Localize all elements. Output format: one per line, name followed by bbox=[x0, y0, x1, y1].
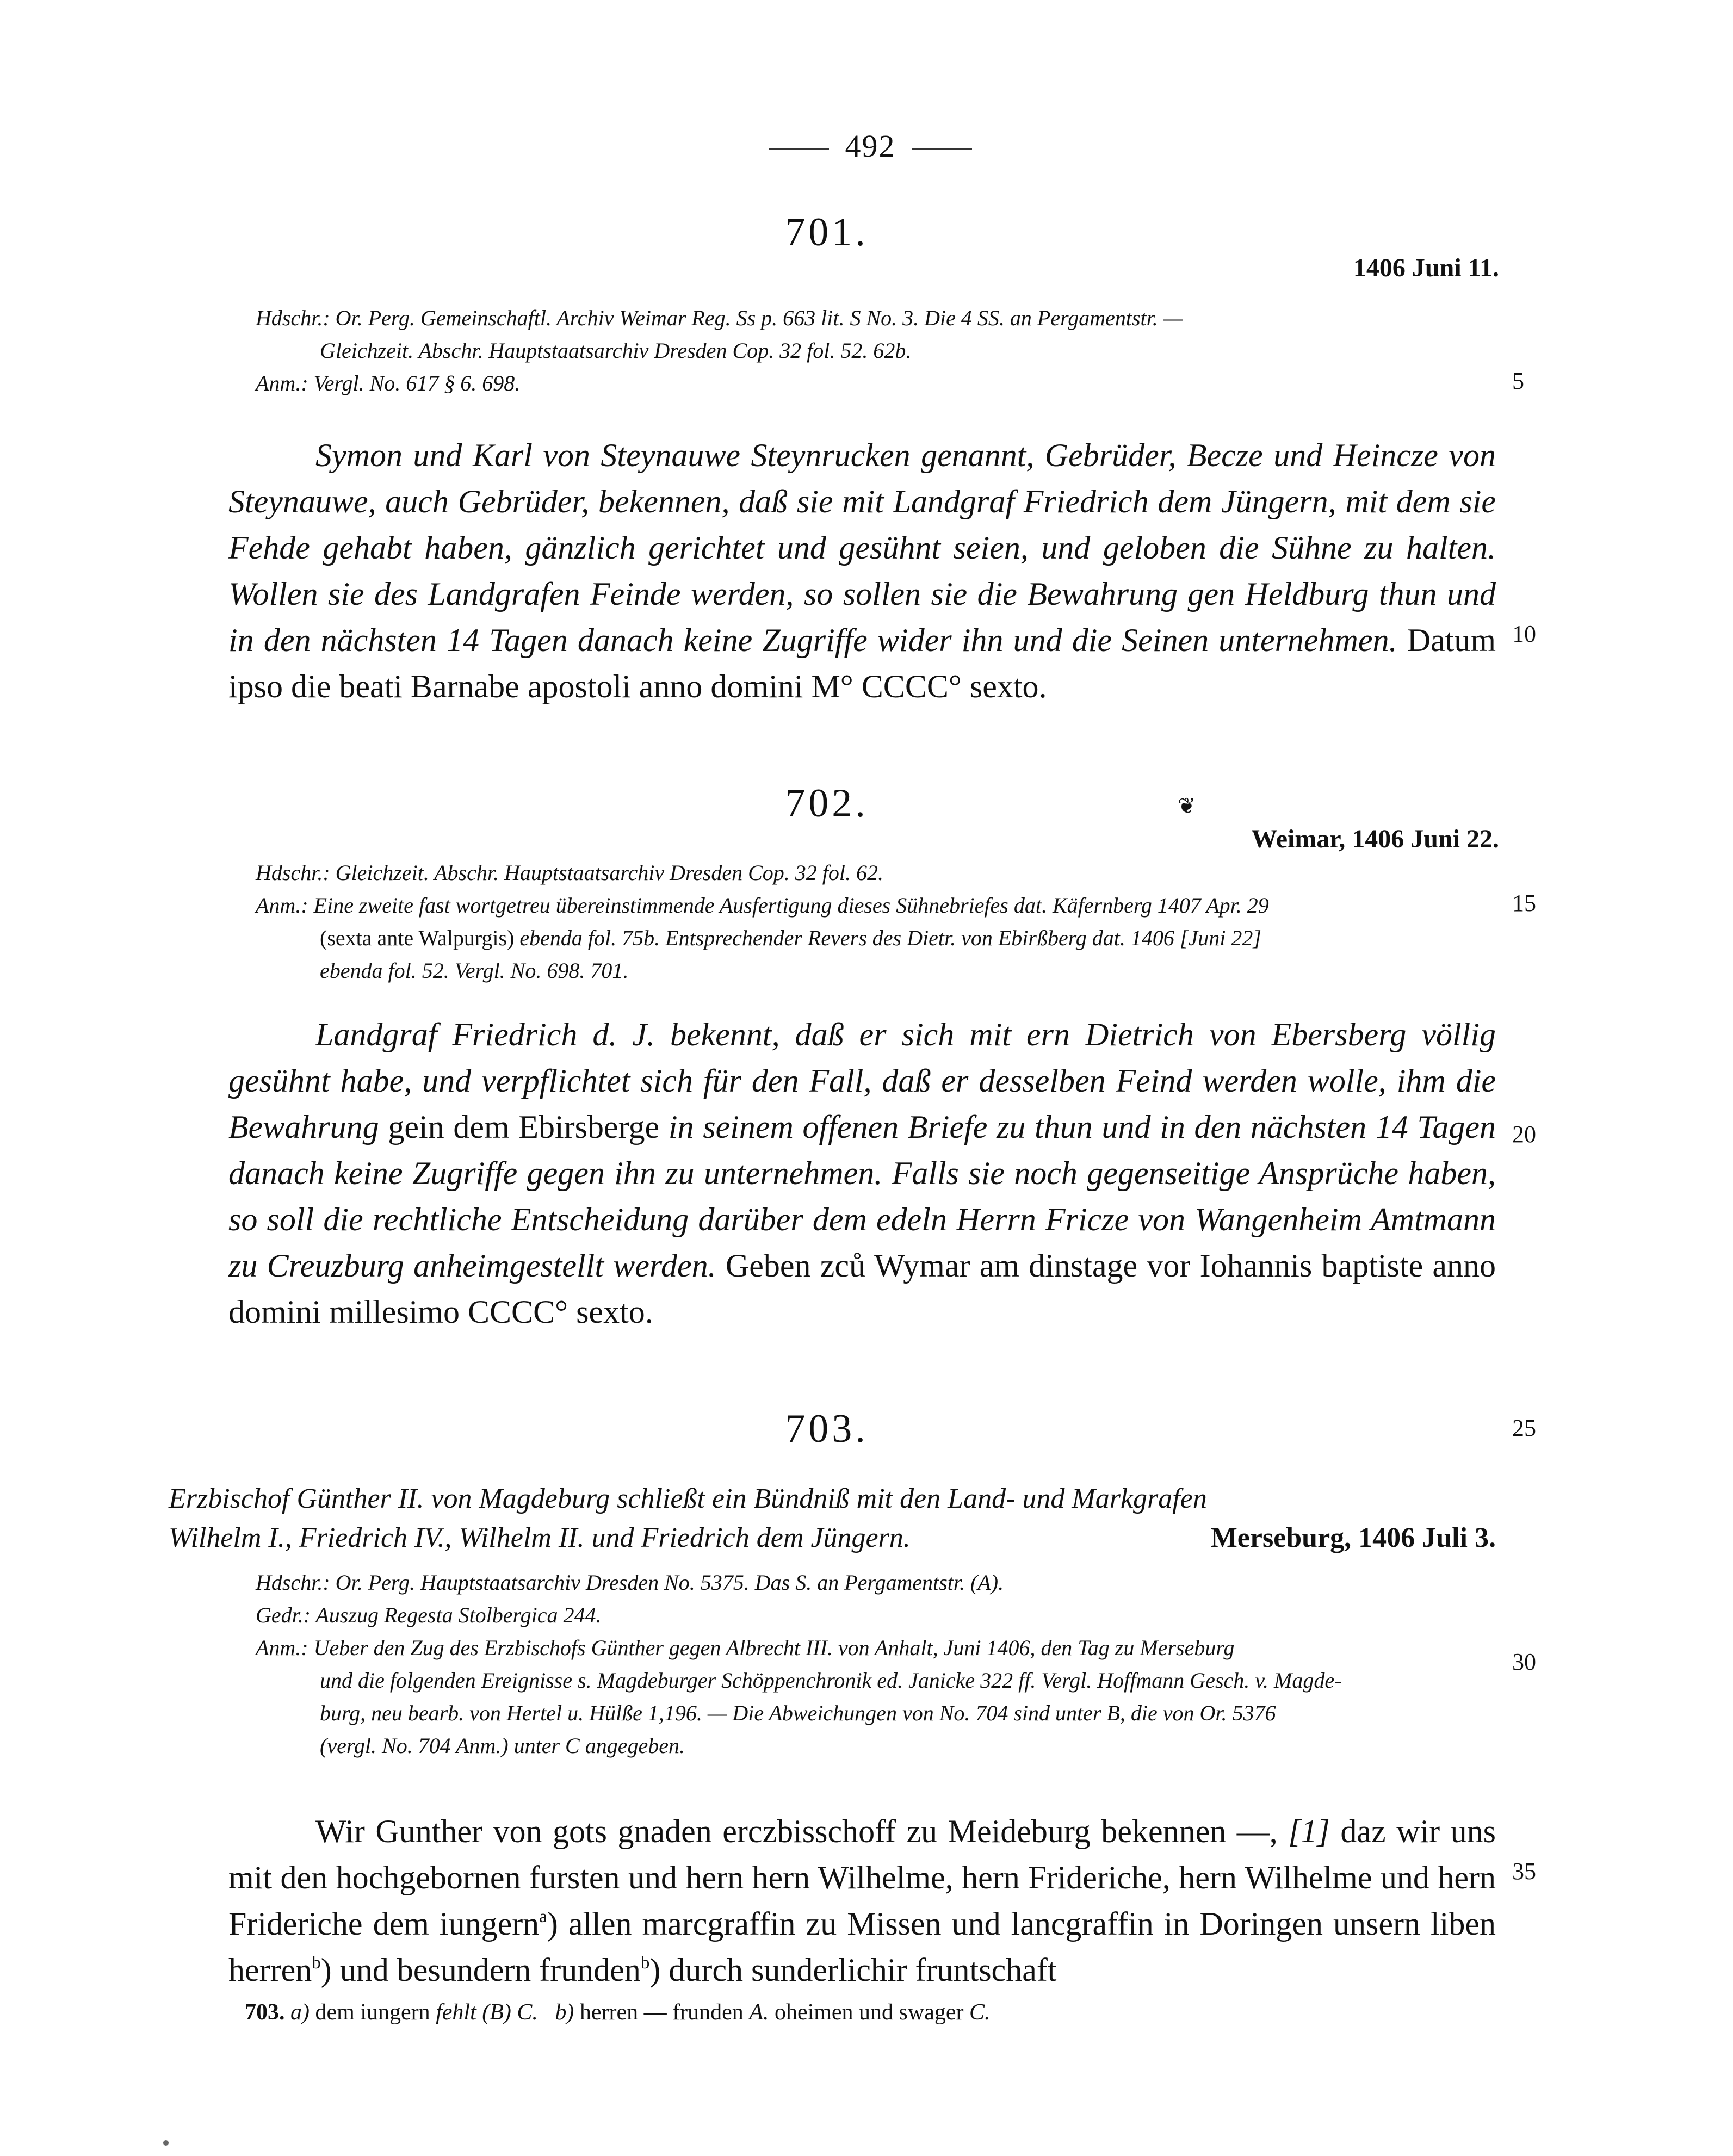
anm-text-cont: und die folgenden Ereignisse s. Magdeburger Schöppenchronik ed. Janicke 322 ff. Vergl. Hoffmann Gesch. v. Magde- bbox=[320, 1668, 1342, 1693]
line-number: 30 bbox=[1512, 1649, 1536, 1675]
divider bbox=[912, 148, 972, 150]
doc-702-number: 702. bbox=[785, 781, 869, 826]
footnote-number: 703. bbox=[245, 2000, 285, 2025]
footnote-ref-a: a bbox=[539, 1906, 547, 1926]
doc-701-body bbox=[228, 432, 1496, 710]
anm-text: Vergl. No. 617 § 6. 698. bbox=[313, 371, 521, 395]
hdschr-text: Or. Perg. Hauptstaatsarchiv Dresden No. 5375. Das S. an Pergamentstr. (A). bbox=[335, 1570, 1004, 1595]
charter-text-cont: ) durch sunderlichir fruntschaft bbox=[649, 1952, 1057, 1988]
gedr-label: Gedr.: bbox=[256, 1603, 311, 1627]
regest-text: Landgraf Friedrich d. J. bekennt, daß er sich mit ern Dietrich von Ebersberg völlig gesühnt habe, und verpflichtet sich für den Fall, daß er desselben Feind werden wolle, ihm die Bewahrung bbox=[228, 1017, 1496, 1145]
line-number: 35 bbox=[1512, 1858, 1536, 1885]
anm-text: Eine zweite fast wortgetreu übereinstimmende Ausfertigung dieses Sühnebriefes dat. Käfernberg 1407 Apr. 29 bbox=[313, 893, 1269, 918]
hdschr-label: Hdschr.: bbox=[256, 306, 330, 330]
anm-label: Anm.: bbox=[256, 1635, 308, 1660]
datum-text: Datum ipso die beati Barnabe apostoli anno domini M° CCCC° sexto. bbox=[228, 622, 1496, 704]
anm-label: Anm.: bbox=[256, 893, 308, 918]
divider bbox=[769, 148, 829, 150]
doc-703-summary bbox=[169, 1479, 1496, 1558]
anm-text: Ueber den Zug des Erzbischofs Günther gegen Albrecht III. von Anhalt, Juni 1406, den Tag zu Merseburg bbox=[313, 1635, 1235, 1660]
scan-speck bbox=[163, 2140, 169, 2146]
ornament-mark: ❦ bbox=[1178, 794, 1196, 818]
charter-text: Wir Gunther von gots gnaden erczbisschoff zu Meideburg bekennen —, bbox=[315, 1813, 1278, 1849]
footnote-text: dem iungern bbox=[315, 2000, 430, 2025]
anm-text-cont: burg, neu bearb. von Hertel u. Hülße 1,196. — Die Abweichungen von No. 704 sind unter B, die von Or. 5376 bbox=[320, 1701, 1276, 1725]
hdschr-text: Gleichzeit. Abschr. Hauptstaatsarchiv Dresden Cop. 32 fol. 62. bbox=[335, 860, 884, 885]
footnote-text-italic: fehlt (B) C. bbox=[436, 2000, 538, 2025]
hdschr-label: Hdschr.: bbox=[256, 1570, 330, 1595]
hdschr-label: Hdschr.: bbox=[256, 860, 330, 885]
footnote-label: a) bbox=[290, 2000, 310, 2025]
regest-text-cont: in seinem offenen Briefe zu thun und in den nächsten 14 Tagen danach keine Zugriffe gegen ihn zu unternehmen. Falls sie noch gegenseitige Ansprüche haben, so soll die rechtliche Entscheidung darüber dem edeln Herrn Fricze von Wangenheim Amtmann zu Creuzburg anheimgestellt werden. bbox=[228, 1109, 1496, 1284]
doc-701-date: 1406 Juni 11. bbox=[1353, 253, 1499, 282]
footnote-ref-b: b bbox=[640, 1953, 650, 1973]
line-number: 20 bbox=[1512, 1121, 1536, 1148]
summary-line: Wilhelm I., Friedrich IV., Wilhelm II. und Friedrich dem Jüngern. bbox=[169, 1522, 911, 1553]
doc-703-date: Merseburg, 1406 Juli 3. bbox=[1210, 1522, 1496, 1553]
charter-text-cont: ) und besundern frunden bbox=[320, 1952, 641, 1988]
footnote-text: oheimen und swager bbox=[774, 2000, 964, 2025]
doc-702-date: Weimar, 1406 Juni 22. bbox=[1251, 825, 1499, 853]
footnote-text: herren — frunden bbox=[579, 2000, 744, 2025]
footnote-text-italic: C. bbox=[969, 2000, 991, 2025]
datum-text: Geben zců Wymar am dinstage vor Iohannis baptiste anno domini millesimo CCCC° sexto. bbox=[228, 1248, 1496, 1330]
doc-703-body bbox=[228, 1808, 1496, 1993]
doc-702-apparatus bbox=[256, 857, 1507, 987]
doc-701-number: 701. bbox=[785, 210, 869, 255]
quoted-phrase: gein dem Ebirsberge bbox=[388, 1109, 660, 1145]
gedr-text: Auszug Regesta Stolbergica 244. bbox=[315, 1603, 602, 1627]
summary-line: Erzbischof Günther II. von Magdeburg schließt ein Bündniß mit den Land- und Markgrafen bbox=[169, 1483, 1207, 1514]
anm-label: Anm.: bbox=[256, 371, 308, 395]
doc-703-apparatus bbox=[256, 1566, 1507, 1762]
anm-text-end: ebenda fol. 52. Vergl. No. 698. 701. bbox=[320, 958, 629, 983]
hdschr-text-cont: Gleichzeit. Abschr. Hauptstaatsarchiv Dresden Cop. 32 fol. 52. 62b. bbox=[320, 338, 912, 363]
footnote-703 bbox=[245, 1996, 1496, 2029]
line-number: 15 bbox=[1512, 890, 1536, 916]
doc-703-number: 703. bbox=[785, 1407, 869, 1451]
line-number: 5 bbox=[1512, 368, 1524, 394]
footnote-label: b) bbox=[555, 2000, 574, 2025]
doc-701-apparatus bbox=[256, 302, 1507, 400]
anm-text-end: (vergl. No. 704 Anm.) unter C angegeben. bbox=[320, 1733, 685, 1758]
regest-text: Symon und Karl von Steynauwe Steynrucken genannt, Gebrüder, Becze und Heincze von Steynauwe, auch Gebrüder, bekennen, daß sie mit Landgraf Friedrich dem Jüngern, mit dem sie Fehde gehabt haben, gänzlich gerichtet und gesühnt seien, und geloben die Sühne zu halten. Wollen sie des Landgrafen Feinde werden, so sollen sie die Bewahrung gen Heldburg thun und in den nächsten 14 Tagen danach keine Zugriffe wider ihn und die Seinen unternehmen. bbox=[228, 437, 1496, 658]
hdschr-text: Or. Perg. Gemeinschaftl. Archiv Weimar Reg. Ss p. 663 lit. S No. 3. Die 4 SS. an Pergamentstr. — bbox=[335, 306, 1183, 330]
footnote-ref-b: b bbox=[312, 1953, 321, 1973]
anm-text-cont: ebenda fol. 75b. Entsprechender Revers des Dietr. von Ebirßberg dat. 1406 [Juni 22] bbox=[519, 926, 1261, 950]
charter-text-cont: daz wir uns mit den hochgebornen fursten und hern hern Wilhelme, hern Frideriche, hern Wilhelme und hern Frideriche dem iungern bbox=[228, 1813, 1496, 1942]
line-number: 10 bbox=[1512, 621, 1536, 647]
doc-702-body bbox=[228, 1012, 1496, 1335]
page-number: 492 bbox=[707, 128, 1033, 164]
charter-text-cont: ) allen marcgraffin zu Missen und lancgraffin in Doringen unsern liben herren bbox=[228, 1906, 1496, 1988]
footnote-text-italic: A. bbox=[749, 2000, 769, 2025]
anm-text-roman: (sexta ante Walpurgis) bbox=[320, 926, 515, 950]
line-number: 25 bbox=[1512, 1415, 1536, 1441]
section-marker: [1] bbox=[1288, 1813, 1330, 1849]
